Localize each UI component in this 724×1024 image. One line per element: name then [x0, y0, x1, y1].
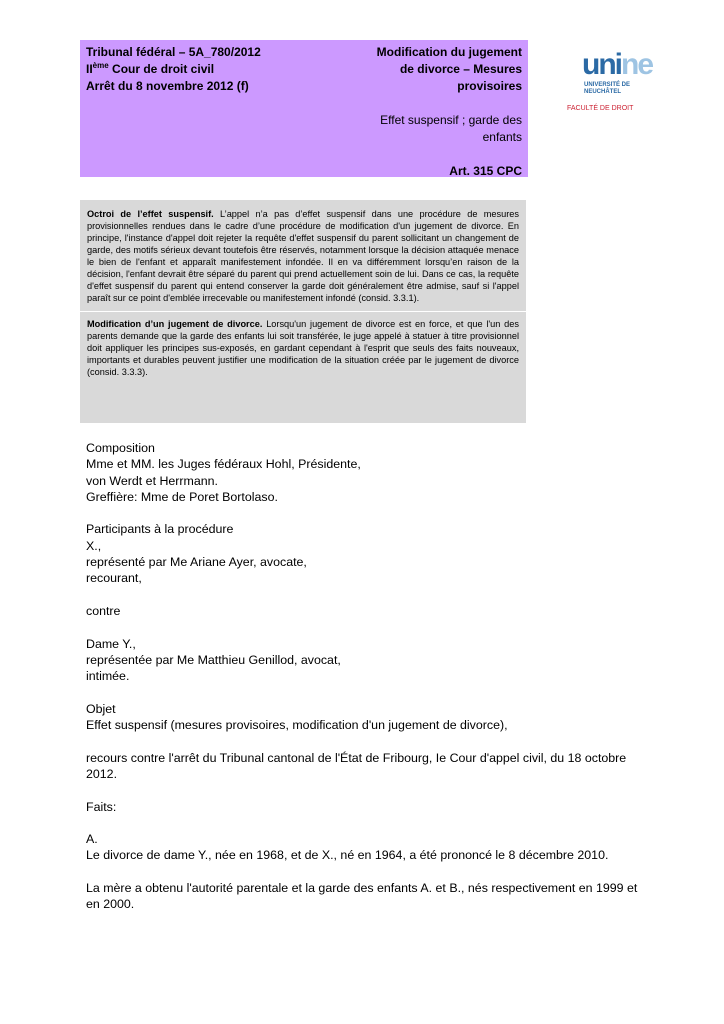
- party-line: représentée par Me Matthieu Genillod, avocat,: [86, 652, 341, 667]
- objet-heading: Objet: [86, 701, 116, 716]
- party-line: X.,: [86, 538, 102, 553]
- judgment-date: Arrêt du 8 novembre 2012 (f): [86, 79, 249, 93]
- party-line: représenté par Me Ariane Ayer, avocate,: [86, 555, 307, 570]
- logo-faculty: FACULTÉ DE DROIT: [567, 105, 634, 112]
- participants-heading: Participants à la procédure: [86, 522, 234, 537]
- summary-box: [80, 200, 526, 423]
- judgment-body: [86, 440, 646, 913]
- composition-line: Greffière: Mme de Poret Bortolaso.: [86, 489, 278, 504]
- party-line: Dame Y.,: [86, 636, 136, 651]
- contre-line: contre: [86, 603, 121, 618]
- case-article: Art. 315 CPC: [449, 164, 522, 178]
- university-logo: [567, 48, 672, 120]
- summary-paragraph: Modification d’un jugement de divorce. Lorsqu'un jugement de divorce est en force, et que l'un des parents demande que la garde des enfants lui soit transférée, le juge appelé à statuer à titre provisionnel doit appliquer les principes sus-exposés, en gardant cependant à l'esprit que seuls des faits nouveaux, importants et durables peuvent justifier une modification de la situation créée par le jugement de divorce (consid. 3.3.3).: [87, 319, 519, 377]
- case-title-line: Modification du jugement: [376, 45, 522, 59]
- composition-line: Mme et MM. les Juges fédéraux Hohl, Présidente,: [86, 457, 361, 472]
- case-title-line: provisoires: [457, 79, 522, 93]
- logo-wordmark: unine: [582, 48, 653, 81]
- faits-heading: Faits:: [86, 799, 117, 814]
- court-name: Tribunal fédéral – 5A_780/2012: [86, 45, 261, 59]
- case-title-line: de divorce – Mesures: [399, 62, 522, 76]
- logo-university-name: UNIVERSITÉ DE NEUCHÂTEL: [584, 82, 631, 95]
- case-keywords-line: enfants: [482, 130, 522, 144]
- summary-divider: [80, 311, 526, 312]
- objet-text: Effet suspensif (mesures provisoires, modification d'un jugement de divorce),: [86, 718, 508, 733]
- fact-paragraph: La mère a obtenu l'autorité parentale et la garde des enfants A. et B., nés respectivement en 1999 et en 2000.: [86, 881, 638, 912]
- fact-paragraph: Le divorce de dame Y., née en 1968, et de X., né en 1964, a été prononcé le 8 décembre 2010.: [86, 848, 609, 863]
- court-reference: [86, 44, 261, 95]
- composition-line: von Werdt et Herrmann.: [86, 473, 218, 488]
- section-label: A.: [86, 832, 98, 847]
- summary-paragraph: Octroi de l’effet suspensif. L’appel n’a pas d’effet suspensif dans une procédure de mesures provisionnelles rendues dans le cadre d’une procédure de modification d'un jugement de divorce. En principe, l'instance d'appel doit rejeter la requête d'effet suspensif du parent sollicitant un changement de garde, des motifs sérieux devant toutefois être réservés, notamment lorsque la décision attaquée menace le bien de l'enfant et apparaît manifestement infondée. Il en va différemment lorsqu’en raison de la décision, l'enfant devrait être séparé du parent qui prend actuellement soin de lui. Dans ce cas, la requête d'effet suspensif du parent qui entend conserver la garde doit généralement être admise, sauf si l'appel paraît sur ce point d'emblée irrecevable ou manifestement infondé (consid. 3.3.1).: [87, 209, 519, 303]
- court-chamber: IIème Cour de droit civil: [86, 61, 215, 76]
- composition-heading: Composition: [86, 441, 155, 455]
- case-subject: [352, 44, 522, 180]
- party-line: recourant,: [86, 571, 142, 586]
- recours-text: recours contre l'arrêt du Tribunal cantonal de l'État de Fribourg, Ie Cour d'appel civil, du 18 octobre 2012.: [86, 750, 627, 781]
- case-keywords-line: Effet suspensif ; garde des: [380, 113, 522, 127]
- header-box: [80, 40, 528, 177]
- party-line: intimée.: [86, 669, 130, 684]
